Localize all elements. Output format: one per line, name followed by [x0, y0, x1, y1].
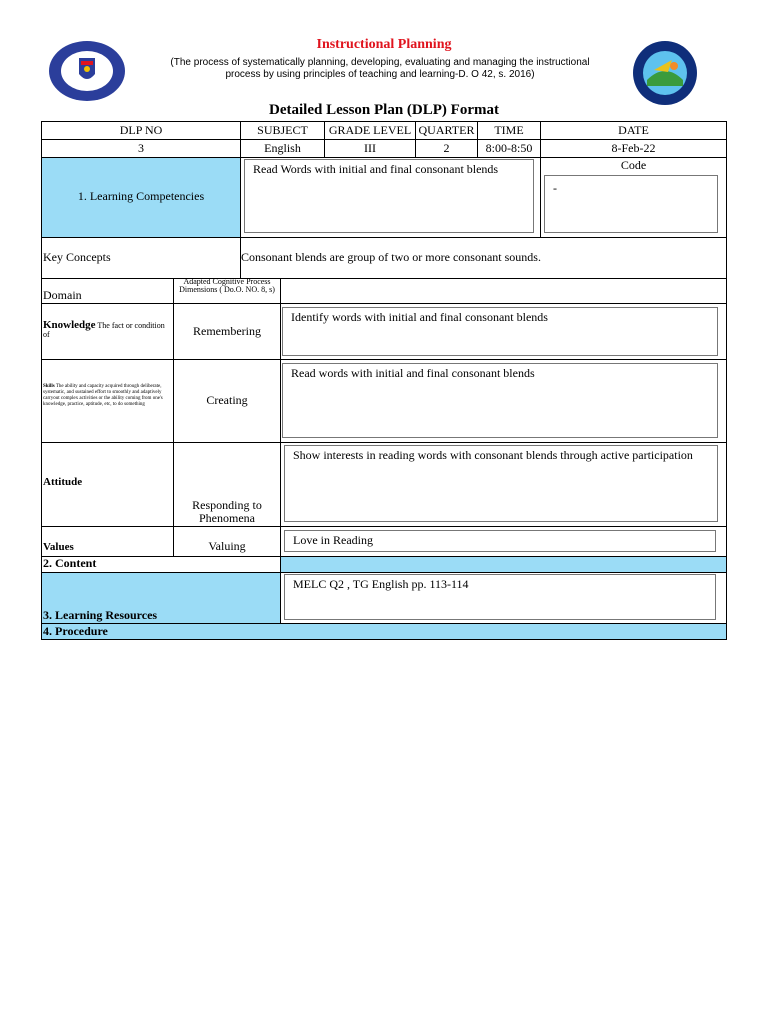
knowledge-process: Remembering: [193, 324, 261, 338]
competencies-label: 1. Learning Competencies: [77, 189, 205, 203]
code-value-box: [544, 175, 718, 233]
date-value: 8-Feb-22: [611, 141, 656, 155]
subtitle-line2: process by using principles of teaching and learning-D. O 42, s. 2016): [225, 69, 535, 80]
attitude-objective-box: [284, 445, 718, 522]
values-objective-box: [284, 530, 716, 552]
knowledge-desc: The fact or condition of: [43, 321, 165, 339]
resources-label: 3. Learning Resources: [43, 608, 158, 622]
values-objective: Love in Reading: [293, 533, 373, 547]
competency-text: Read Words with initial and final consonant blends: [253, 162, 499, 176]
content-value-bg: [280, 556, 726, 572]
col-grade-level: GRADE LEVEL: [328, 123, 412, 137]
dlp-no-value: 3: [138, 141, 144, 155]
attitude-objective: Show interests in reading words with consonant blends through active participation: [293, 448, 693, 462]
skills-objective-box: [282, 363, 718, 438]
knowledge-objective-box: [282, 307, 718, 356]
subject-value: English: [264, 141, 301, 155]
key-concepts-label: Key Concepts: [43, 250, 111, 264]
dimensions-header: Adapted Cognitive Process Dimensions ( Do.O. NO. 8, s): [179, 277, 275, 294]
skills-objective: Read words with initial and final consonant blends: [291, 366, 535, 380]
knowledge-cell: [43, 321, 171, 339]
subtitle: [160, 57, 600, 81]
key-concepts-text: Consonant blends are group of two or more consonant sounds.: [241, 250, 541, 264]
skills-label: Skills: [43, 384, 55, 389]
time-value: 8:00-8:50: [485, 141, 533, 155]
domain-header: Domain: [43, 288, 82, 302]
knowledge-objective: Identify words with initial and final consonant blends: [291, 310, 548, 324]
skills-desc: The ability and capacity acquired through deliberate, systematic, and sustained effort to smoothly and adaptively carryout complex activities or the ability coming from one's knowledge, practice, aptitude, etc, to do something: [43, 384, 163, 407]
content-label: 2. Content: [43, 556, 97, 570]
col-quarter: QUARTER: [418, 123, 475, 137]
subtitle-line1: (The process of systematically planning, developing, evaluating and managing the instructional: [170, 57, 590, 68]
code-value: -: [553, 181, 557, 195]
grade-level-value: III: [364, 141, 376, 155]
values-process: Valuing: [208, 539, 246, 553]
col-dlp-no: DLP NO: [119, 123, 163, 137]
attitude-label: Attitude: [43, 476, 83, 488]
col-time: TIME: [494, 123, 524, 137]
procedure-label: 4. Procedure: [43, 624, 108, 638]
col-subject: SUBJECT: [257, 123, 308, 137]
col-date: DATE: [618, 123, 649, 137]
document-title: Detailed Lesson Plan (DLP) Format: [269, 102, 499, 118]
skills-process: Creating: [206, 393, 248, 407]
attitude-process: Responding to Phenomena: [192, 498, 262, 525]
knowledge-label: Knowledge: [43, 319, 96, 331]
competency-text-box: [244, 159, 534, 233]
resources-text-box: [284, 574, 716, 620]
quarter-value: 2: [443, 141, 450, 155]
resources-text: MELC Q2 , TG English pp. 113-114: [293, 577, 469, 591]
page-title: Instructional Planning: [316, 37, 452, 52]
code-label: Code: [620, 158, 647, 172]
values-label: Values: [43, 541, 74, 553]
skills-cell: [43, 384, 171, 408]
